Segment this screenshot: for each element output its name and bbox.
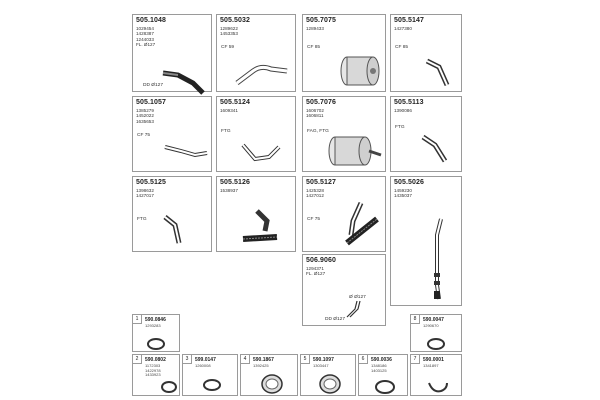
elbow-pipe-illustration	[419, 55, 455, 91]
part-card	[302, 254, 386, 326]
small-part-card	[132, 314, 180, 352]
part-refs: 1606702 1606811	[306, 108, 324, 119]
part-card	[302, 14, 386, 92]
part-note: Ø Ø127	[349, 295, 366, 300]
part-refs: 1293283	[145, 323, 161, 328]
part-card	[390, 96, 462, 172]
part-note: CF 59	[221, 45, 235, 50]
clamp-icon	[425, 337, 447, 351]
small-part-card	[240, 354, 298, 396]
part-code: 505.5032	[220, 17, 250, 24]
part-number: 2	[133, 355, 142, 364]
part-note: FTG	[137, 217, 147, 222]
part-card	[302, 96, 386, 172]
part-refs: 1289622 1453353	[220, 26, 238, 37]
small-part-card	[132, 354, 180, 396]
part-number: 3	[183, 355, 192, 364]
small-part-card	[182, 354, 238, 396]
part-note: CF 75	[307, 217, 321, 222]
part-code: 590.0802	[145, 357, 166, 363]
part-note: DD Ø127	[143, 83, 163, 88]
part-refs: 1609341	[220, 108, 238, 113]
elbow-pipe-illustration	[159, 213, 199, 249]
part-number: 6	[359, 355, 368, 364]
part-note: CF 75	[137, 133, 151, 138]
part-code: 590.0001	[423, 357, 444, 363]
part-note: FTG	[221, 129, 231, 134]
part-code: 505.5127	[306, 179, 336, 186]
part-refs: 1029454 1428387 1244033 FL. Ø127	[136, 26, 156, 48]
small-part-card	[300, 354, 356, 396]
clamp-icon	[373, 379, 397, 395]
flex-pipe-illustration	[237, 207, 287, 247]
clamp-icon	[201, 377, 223, 393]
part-code: 590.0846	[145, 317, 166, 323]
part-refs: 1385279 1452022 1635653	[136, 108, 154, 124]
muffler-illustration	[325, 131, 383, 171]
clamp-icon	[159, 379, 179, 395]
part-refs: 1390086	[394, 108, 412, 113]
hanger-icon	[425, 379, 451, 395]
part-code: 599.0147	[195, 357, 216, 363]
part-number: 8	[411, 315, 420, 324]
part-code: 590.0047	[423, 317, 444, 323]
part-card	[390, 176, 462, 306]
part-refs: 1459230 1435037	[394, 188, 412, 199]
part-card	[132, 96, 212, 172]
part-note: DD Ø127	[325, 317, 345, 322]
pipe-illustration	[161, 141, 211, 167]
part-card	[216, 14, 296, 92]
part-code: 505.5026	[394, 179, 424, 186]
small-part-card	[410, 314, 462, 352]
tailpipe-illustration	[427, 215, 451, 303]
part-refs: 1289433	[306, 26, 324, 31]
part-refs: 1392425	[253, 363, 269, 368]
part-refs: 1294371 FL. Ø127	[306, 266, 326, 277]
part-code: 505.7076	[306, 99, 336, 106]
part-refs: 1398632 1427017	[136, 188, 154, 199]
part-refs: 1425328 1427012	[306, 188, 324, 199]
part-code: 506.9060	[306, 257, 336, 264]
part-code: 505.7075	[306, 17, 336, 24]
part-code: 505.1057	[136, 99, 166, 106]
part-card	[302, 176, 386, 252]
part-refs: 1303447	[313, 363, 329, 368]
part-code: 590.0036	[371, 357, 392, 363]
u-pipe-illustration	[237, 137, 285, 167]
small-part-card	[358, 354, 408, 396]
part-refs: 1348186 1403125	[371, 363, 387, 373]
part-card	[216, 96, 296, 172]
part-code: 505.5113	[394, 99, 424, 106]
part-code: 505.5125	[136, 179, 166, 186]
part-code: 505.1048	[136, 17, 166, 24]
part-code: 505.5124	[220, 99, 250, 106]
part-number: 4	[241, 355, 250, 364]
sleeve-icon	[317, 373, 343, 395]
small-part-card	[410, 354, 462, 396]
sleeve-icon	[259, 373, 285, 395]
part-note: FAG, FTG	[307, 129, 329, 134]
part-note: CF 85	[395, 45, 409, 50]
part-code: 505.5147	[394, 17, 424, 24]
part-refs: 1290670	[423, 323, 439, 328]
flex-pipe-illustration	[331, 199, 383, 249]
part-refs: 1341897	[423, 363, 439, 368]
part-refs: 1427380	[394, 26, 412, 31]
part-code: 590.1867	[253, 357, 274, 363]
pipe-illustration	[343, 299, 367, 321]
elbow-pipe-illustration	[415, 131, 455, 167]
part-note: CF 85	[307, 45, 321, 50]
clamp-icon	[145, 337, 167, 351]
part-card	[132, 176, 212, 252]
flex-pipe-illustration	[158, 65, 213, 97]
part-card	[132, 14, 212, 92]
muffler-illustration	[339, 51, 383, 91]
part-note: FTG	[395, 125, 405, 130]
part-number: 5	[301, 355, 310, 364]
part-code: 590.1097	[313, 357, 334, 363]
part-refs: 1172303 1422978 1433923	[145, 363, 161, 378]
bent-pipe-illustration	[233, 57, 291, 87]
part-refs: 1538937	[220, 188, 238, 193]
part-card	[390, 14, 462, 92]
part-card	[216, 176, 296, 252]
part-code: 505.5126	[220, 179, 250, 186]
part-number: 7	[411, 355, 420, 364]
part-refs: 1260008	[195, 363, 211, 368]
part-number: 1	[133, 315, 142, 324]
